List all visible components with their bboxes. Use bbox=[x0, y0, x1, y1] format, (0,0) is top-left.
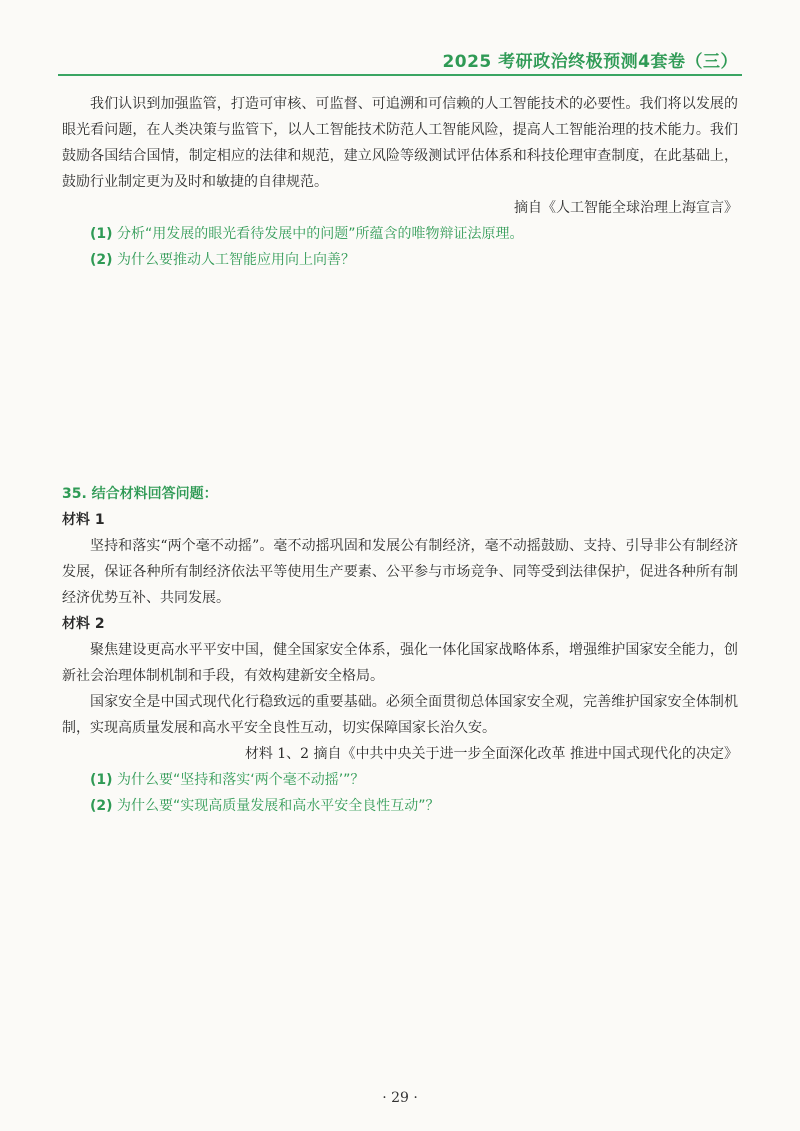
sub-question-number: (1) bbox=[90, 226, 113, 242]
sub-question-number: (2) bbox=[90, 798, 113, 814]
header-divider bbox=[58, 74, 742, 76]
material-1-text: 坚持和落实“两个毫不动摇”。毫不动摇巩固和发展公有制经济，毫不动摇鼓励、支持、引导非公有制经济发展，保证各种所有制经济依法平等使用生产要素、公平参与市场竞争、同等受到法律保护，促进各种所有制经济优势互补、共同发展。 bbox=[62, 538, 738, 606]
material-2-label: 材料 2 bbox=[62, 616, 105, 632]
sub-question-text: 为什么要推动人工智能应用向上向善？ bbox=[117, 252, 355, 268]
material-2-text-2: 国家安全是中国式现代化行稳致远的重要基础。必须全面贯彻总体国家安全观，完善维护国家安全体制机制，实现高质量发展和高水平安全良性互动，切实保障国家长治久安。 bbox=[62, 694, 738, 736]
material-source: 摘自《人工智能全球治理上海宣言》 bbox=[514, 200, 738, 216]
page-number: · 29 · bbox=[382, 1090, 418, 1106]
sub-question-number: (1) bbox=[90, 772, 113, 788]
sub-question-text: 为什么要“实现高质量发展和高水平安全良性互动”？ bbox=[117, 798, 440, 814]
question-34-block bbox=[62, 91, 738, 273]
material-paragraph: 我们认识到加强监管，打造可审核、可监督、可追溯和可信赖的人工智能技术的必要性。我们将以发展的眼光看问题，在人类决策与监管下，以人工智能技术防范人工智能风险，提高人工智能治理的技术能力。我们鼓励各国结合国情，制定相应的法律和规范，建立风险等级测试评估体系和科技伦理审查制度，在此基础上，鼓励行业制定更为及时和敏捷的自律规范。 bbox=[62, 96, 738, 190]
sub-question-1 bbox=[62, 221, 738, 247]
header-title: 2025 考研政治终极预测4套卷（三） bbox=[442, 52, 738, 72]
question-35-heading: 35. 结合材料回答问题： bbox=[62, 486, 218, 502]
question-35-block bbox=[62, 481, 738, 819]
material-2-text-1: 聚焦建设更高水平平安中国，健全国家安全体系，强化一体化国家战略体系，增强维护国家安全能力，创新社会治理体制机制和手段，有效构建新安全格局。 bbox=[62, 642, 738, 684]
material-1-label: 材料 1 bbox=[62, 512, 105, 528]
sub-question-number: (2) bbox=[90, 252, 113, 268]
material-source: 材料 1、2 摘自《中共中央关于进一步全面深化改革 推进中国式现代化的决定》 bbox=[244, 746, 738, 762]
sub-question-2 bbox=[62, 793, 738, 819]
sub-question-2 bbox=[62, 247, 738, 273]
sub-question-text: 分析“用发展的眼光看待发展中的问题”所蕴含的唯物辩证法原理。 bbox=[117, 226, 524, 242]
sub-question-1 bbox=[62, 767, 738, 793]
sub-question-text: 为什么要“坚持和落实‘两个毫不动摇’”？ bbox=[117, 772, 365, 788]
